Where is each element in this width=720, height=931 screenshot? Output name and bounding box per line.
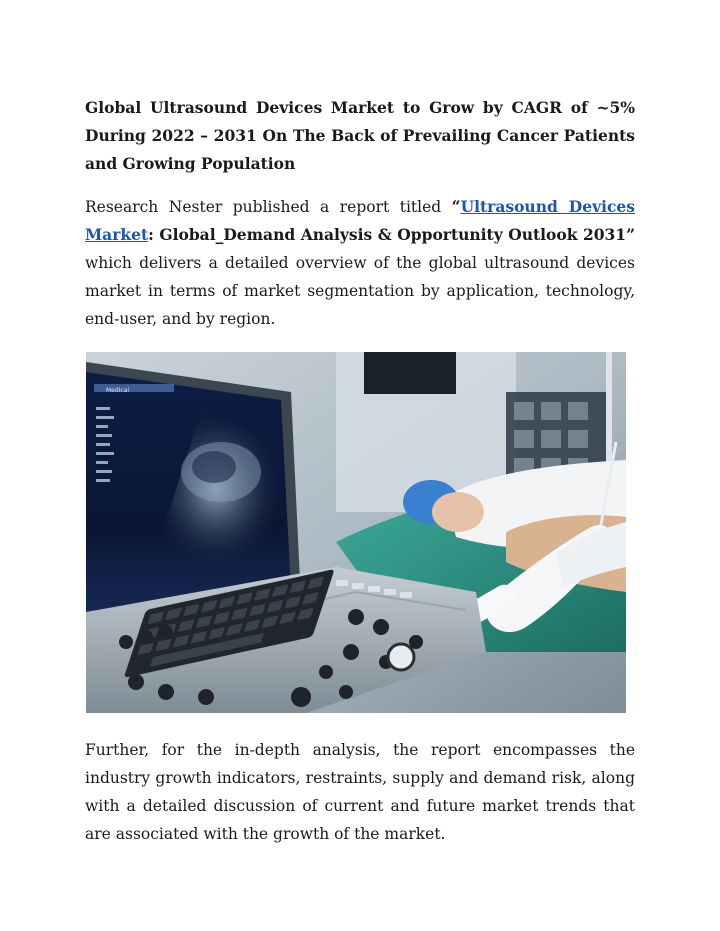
- intro-tail: which delivers a detailed overview of the global ultrasound devices market in terms of market segmentation by application, technology, end-user, and by region.: [85, 254, 635, 328]
- title-text: Global Ultrasound Devices Market to Grow by CAGR of ~5% During 2022 – 2031 On The Back of Prevailing Cancer Patients and Growing Population: [85, 98, 635, 173]
- ultrasound-photo: [86, 352, 626, 713]
- document-title: [85, 94, 635, 178]
- closing-paragraph: [85, 736, 635, 848]
- intro-paragraph: [85, 193, 635, 333]
- screen-brand: Medical: [106, 387, 129, 394]
- intro-text: [85, 193, 635, 333]
- report-title-rest: : Global_Demand Analysis & Opportunity Outlook 2031”: [148, 225, 635, 244]
- open-quote: “: [451, 197, 461, 216]
- closing-text: Further, for the in-depth analysis, the report encompasses the industry growth indicators, restraints, supply and demand risk, along with a detailed discussion of current and future market trends that are associated with the growth of the market.: [85, 741, 635, 843]
- intro-lead: Research Nester published a report titled: [85, 198, 452, 216]
- report-link[interactable]: Ultrasound Devices Market: [85, 197, 635, 244]
